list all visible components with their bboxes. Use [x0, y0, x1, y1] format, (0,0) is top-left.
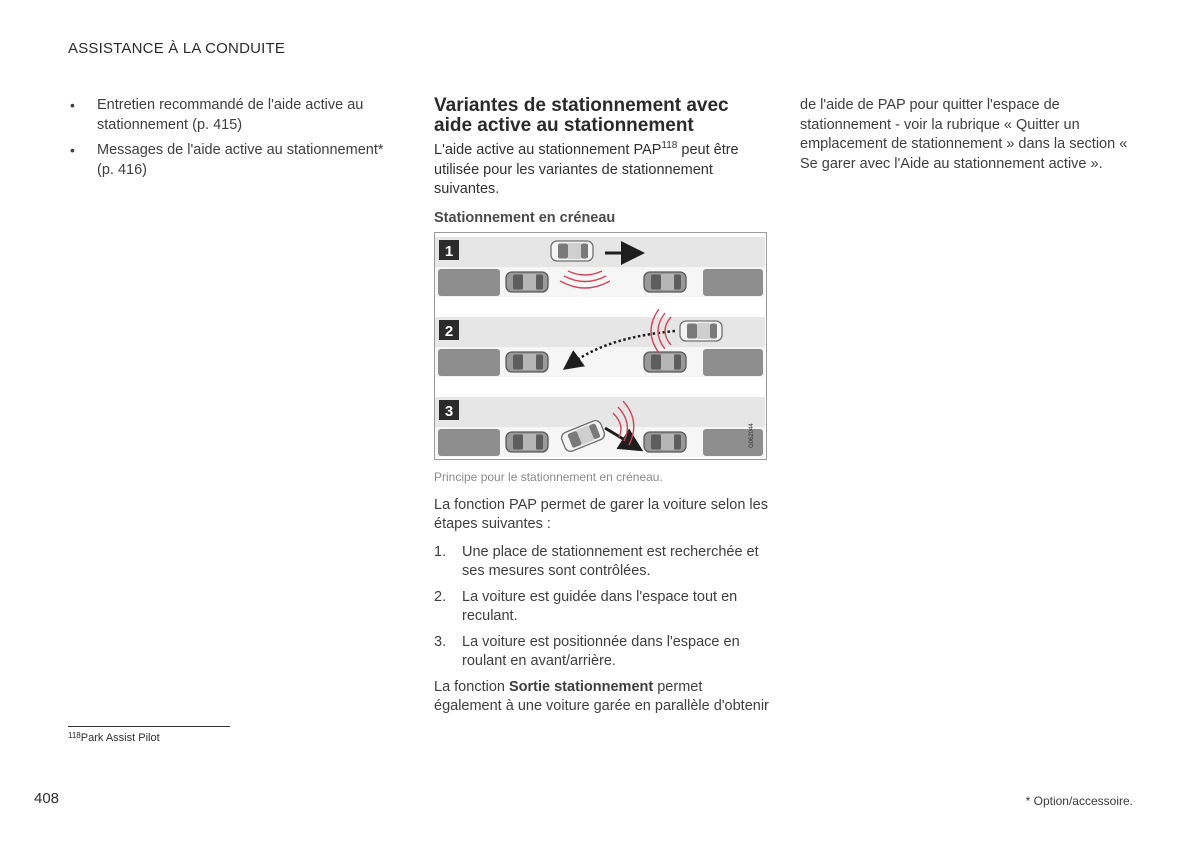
figure-code: G062044 [749, 423, 755, 448]
paragraph-text: La fonction [434, 678, 509, 695]
list-item [68, 96, 398, 135]
parking-diagram [434, 232, 767, 460]
parked-car [644, 272, 686, 292]
parking-block [703, 269, 763, 296]
parked-car [506, 352, 548, 372]
footnote [68, 732, 160, 744]
step-label-3: 3 [444, 403, 454, 420]
list-item [68, 141, 398, 180]
figure-caption: Principe pour le stationnement en créneau. [434, 470, 663, 484]
intro-text: L'aide active au stationnement PAP [434, 142, 662, 158]
parking-block [703, 349, 763, 376]
continued-paragraph: de l'aide de PAP pour quitter l'espace de stationnement - voir la rubrique « Quitter un emplacement de stationnement » dans la section « Se garer avec l'Aide au stationnement active ». [800, 97, 1128, 172]
left-column [68, 96, 398, 186]
footnote-reference[interactable]: 118 [661, 140, 678, 151]
parked-car [644, 432, 686, 452]
parked-car [506, 272, 548, 292]
parked-car [506, 432, 548, 452]
option-accessory-note: * Option/accessoire. [1025, 794, 1133, 808]
page-number: 408 [34, 790, 60, 807]
link-text-messages[interactable]: Messages de l'aide active au stationnement* (p. 416) [97, 142, 384, 178]
step-label-2: 2 [444, 323, 454, 340]
steps-list [434, 543, 769, 672]
parking-block [438, 349, 500, 376]
related-links-list [68, 96, 398, 180]
bullet-icon: • [70, 97, 75, 113]
step-number: 2. [434, 588, 447, 605]
list-item [434, 543, 769, 582]
middle-column [434, 96, 769, 725]
right-column [800, 96, 1135, 182]
parking-block [438, 269, 500, 296]
step-label-1: 1 [444, 243, 454, 260]
step-number: 3. [434, 633, 447, 650]
parked-car [644, 352, 686, 372]
moving-car [680, 321, 722, 341]
exit-parking-paragraph [434, 678, 769, 717]
page-header-title: ASSISTANCE À LA CONDUITE [68, 40, 286, 57]
footnote-text: Park Assist Pilot [80, 732, 160, 744]
footnote-number: 118 [68, 731, 81, 740]
list-item [434, 588, 769, 627]
parking-diagram-svg [435, 233, 765, 458]
function-name-exit-parking: Sortie stationnement [508, 678, 654, 695]
step-text: Une place de stationnement est recherchée et ses mesures sont contrôlées. [462, 543, 759, 579]
list-item [434, 633, 769, 672]
step-text: La voiture est guidée dans l'espace tout en reculant. [462, 588, 738, 624]
bullet-icon: • [70, 142, 75, 158]
moving-car [551, 241, 593, 261]
parking-block [438, 429, 500, 456]
step-text: La voiture est positionnée dans l'espace en roulant en avant/arrière. [462, 633, 740, 669]
intro-text-rest: peut être utilisée pour les variantes de stationnement suivantes. [434, 142, 739, 197]
section-title: Variantes de stationnement avec aide active au stationnement [434, 95, 729, 136]
footnote-divider [68, 726, 230, 727]
steps-intro-paragraph: La fonction PAP permet de garer la voiture selon les étapes suivantes : [434, 496, 768, 532]
intro-paragraph [434, 141, 769, 200]
link-text-maintenance[interactable]: Entretien recommandé de l'aide active au stationnement (p. 415) [97, 97, 364, 133]
subheading: Stationnement en créneau [434, 209, 616, 226]
paragraph-text-rest: permet également à une voiture garée en parallèle d'obtenir [434, 678, 769, 714]
lane-row-1 [435, 237, 765, 267]
step-number: 1. [434, 543, 447, 560]
